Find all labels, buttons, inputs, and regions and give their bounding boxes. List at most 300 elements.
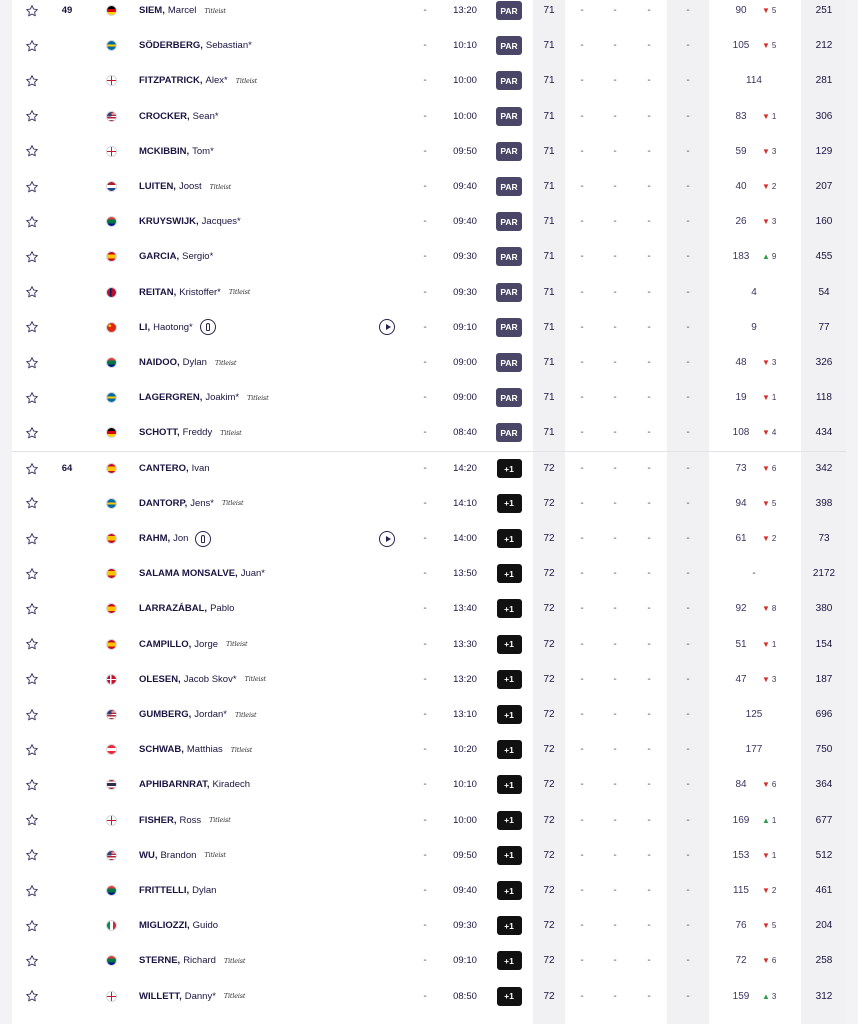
total-strokes: 71 (543, 145, 555, 157)
player-first-name: Kiradech (212, 779, 251, 791)
points: 2172 (812, 568, 836, 580)
table-row[interactable] (12, 239, 846, 274)
spain-flag (106, 568, 117, 579)
player-first-name: Guido (192, 920, 219, 932)
ranking: 84 (735, 779, 747, 791)
favorite-star-icon[interactable] (24, 310, 40, 345)
ranking: 48 (735, 357, 747, 369)
player-last-name: SALAMA MONSALVE, (139, 568, 238, 580)
round-3-score: - (647, 427, 651, 439)
total-strokes: 72 (543, 885, 555, 897)
total-strokes: 72 (543, 744, 555, 756)
table-row[interactable] (12, 28, 846, 63)
round-1-score: - (580, 110, 584, 122)
table-row[interactable] (12, 521, 846, 556)
round-3-score: - (647, 392, 651, 404)
round-2-score: - (613, 497, 617, 509)
round-4-score: - (686, 286, 690, 298)
score-badge: PAR (496, 388, 522, 407)
favorite-star-icon[interactable] (24, 99, 40, 134)
favorite-star-icon[interactable] (24, 486, 40, 521)
arrow-down-icon: ▼ (762, 393, 770, 403)
thru-value: - (423, 181, 427, 193)
round-1-score: - (580, 990, 584, 1002)
player-first-name: Jorge (194, 638, 219, 650)
favorite-star-icon[interactable] (24, 697, 40, 732)
player-name-link[interactable] (139, 521, 369, 556)
total-strokes: 72 (543, 814, 555, 826)
round-1-score: - (580, 533, 584, 545)
northern-ireland-flag (106, 146, 117, 157)
player-name-link[interactable] (139, 204, 369, 239)
table-row[interactable] (12, 0, 846, 28)
tee-time: 09:30 (453, 920, 477, 932)
player-name-link[interactable] (139, 169, 369, 204)
sponsor-logo: Titleist (228, 288, 251, 297)
points: 512 (815, 849, 833, 861)
tee-time: 09:50 (453, 145, 477, 157)
round-2-score: - (613, 321, 617, 333)
table-row[interactable] (12, 63, 846, 98)
player-name-link[interactable] (139, 732, 369, 767)
table-row[interactable] (12, 732, 846, 767)
score-badge: PAR (496, 247, 522, 266)
player-name-link[interactable] (139, 0, 369, 28)
favorite-star-icon[interactable] (24, 979, 40, 1014)
table-row[interactable] (12, 169, 846, 204)
round-1-score: - (580, 463, 584, 475)
player-name-link[interactable] (139, 556, 369, 591)
round-4-score: - (686, 427, 690, 439)
round-3-score: - (647, 216, 651, 228)
points: 154 (815, 638, 833, 650)
spain-flag (106, 639, 117, 650)
movement-value: 5 (771, 921, 777, 931)
score-badge: PAR (496, 107, 522, 126)
table-row[interactable] (12, 697, 846, 732)
round-2-score: - (613, 744, 617, 756)
ranking: 19 (735, 392, 747, 404)
points: 73 (818, 533, 830, 545)
movement-value: 3 (771, 146, 777, 156)
player-name-link[interactable] (139, 345, 369, 380)
usa-flag (106, 709, 117, 720)
player-name-link[interactable] (139, 697, 369, 732)
player-name-link[interactable] (139, 486, 369, 521)
round-2-score: - (613, 849, 617, 861)
round-4-score: - (686, 145, 690, 157)
favorite-star-icon[interactable] (24, 556, 40, 591)
player-name-link[interactable] (139, 838, 369, 873)
favorite-star-icon[interactable] (24, 63, 40, 98)
arrow-down-icon: ▼ (762, 921, 770, 931)
favorite-star-icon[interactable] (24, 0, 40, 28)
player-first-name: Matthias (186, 744, 223, 756)
round-4-score: - (686, 216, 690, 228)
table-row[interactable] (12, 275, 846, 310)
round-3-score: - (647, 5, 651, 17)
rank-movement (762, 486, 788, 521)
arrow-down-icon: ▼ (762, 780, 770, 790)
total-strokes: 72 (543, 955, 555, 967)
player-last-name: FITZPATRICK, (139, 75, 203, 87)
position (52, 345, 82, 380)
favorite-star-icon[interactable] (24, 521, 40, 556)
favorite-star-icon[interactable] (24, 169, 40, 204)
round-3-score: - (647, 75, 651, 87)
round-4-score: - (686, 638, 690, 650)
total-strokes: 72 (543, 990, 555, 1002)
player-name-link[interactable] (139, 662, 369, 697)
player-name-link[interactable] (139, 873, 369, 908)
player-name-link[interactable] (139, 943, 369, 978)
round-3-score: - (647, 181, 651, 193)
movement-value: 3 (771, 674, 777, 684)
netherlands-flag (106, 181, 117, 192)
south-africa-flag (106, 357, 117, 368)
table-row[interactable] (12, 943, 846, 978)
movement-value: 3 (771, 358, 777, 368)
tee-time: 14:00 (453, 533, 477, 545)
favorite-star-icon[interactable] (24, 380, 40, 415)
player-name-link[interactable] (139, 275, 369, 310)
tee-time: 10:00 (453, 75, 477, 87)
round-2-score: - (613, 814, 617, 826)
sweden-flag (106, 498, 117, 509)
thru-value: - (423, 145, 427, 157)
arrow-down-icon: ▼ (762, 850, 770, 860)
thru-value: - (423, 920, 427, 932)
round-1-score: - (580, 849, 584, 861)
round-4-score: - (686, 321, 690, 333)
position (52, 662, 82, 697)
round-4-score: - (686, 673, 690, 685)
tee-time: 09:30 (453, 286, 477, 298)
player-last-name: APHIBARNRAT, (139, 779, 210, 791)
tee-time: 13:20 (453, 5, 477, 17)
china-flag (106, 322, 117, 333)
position (52, 873, 82, 908)
arrow-down-icon: ▼ (762, 464, 770, 474)
spain-flag (106, 603, 117, 614)
round-4-score: - (686, 75, 690, 87)
player-name-link[interactable] (139, 908, 369, 943)
favorite-star-icon[interactable] (24, 345, 40, 380)
total-strokes: 72 (543, 497, 555, 509)
thru-value: - (423, 357, 427, 369)
points: 696 (815, 709, 833, 721)
favorite-star-icon[interactable] (24, 767, 40, 802)
round-4-score: - (686, 110, 690, 122)
rank-movement (762, 0, 788, 28)
score-badge: +1 (497, 599, 522, 618)
favorite-star-icon[interactable] (24, 204, 40, 239)
rank-movement (762, 380, 788, 415)
total-strokes: 71 (543, 75, 555, 87)
usa-flag (106, 850, 117, 861)
tee-time: 10:20 (453, 744, 477, 756)
favorite-star-icon[interactable] (24, 452, 40, 486)
tee-time: 14:10 (453, 497, 477, 509)
table-row[interactable] (12, 838, 846, 873)
table-row[interactable] (12, 803, 846, 838)
round-4-score: - (686, 40, 690, 52)
round-4-score: - (686, 990, 690, 1002)
position (52, 134, 82, 169)
thru-value: - (423, 286, 427, 298)
table-row[interactable] (12, 908, 846, 943)
score-badge: PAR (496, 353, 522, 372)
player-first-name: Tom* (192, 145, 214, 157)
favorite-star-icon[interactable] (24, 943, 40, 978)
player-first-name: Dylan (182, 357, 207, 369)
thru-value: - (423, 110, 427, 122)
player-name-link[interactable] (139, 134, 369, 169)
rank-movement (762, 591, 788, 626)
total-strokes: 72 (543, 709, 555, 721)
player-first-name: Joost (178, 181, 202, 193)
player-name-link[interactable] (139, 979, 369, 1014)
sponsor-logo: Titleist (220, 428, 242, 437)
movement-value: 8 (771, 604, 777, 614)
table-row[interactable] (12, 486, 846, 521)
rank-movement (762, 627, 788, 662)
table-row[interactable] (12, 134, 846, 169)
england-flag (106, 75, 117, 86)
favorite-star-icon[interactable] (24, 591, 40, 626)
table-row[interactable] (12, 204, 846, 239)
ranking: 73 (735, 463, 747, 475)
player-first-name: Danny* (184, 990, 216, 1002)
table-row[interactable] (12, 380, 846, 415)
favorite-star-icon[interactable] (24, 275, 40, 310)
thru-value: - (423, 75, 427, 87)
player-last-name: GARCIA, (139, 251, 180, 263)
tee-time: 10:00 (453, 814, 477, 826)
round-1-score: - (580, 885, 584, 897)
favorite-star-icon[interactable] (24, 415, 40, 450)
movement-value: 3 (771, 217, 777, 227)
round-1-score: - (580, 145, 584, 157)
player-name-link[interactable] (139, 28, 369, 63)
player-last-name: LUITEN, (139, 181, 176, 193)
score-badge: PAR (496, 1, 522, 20)
player-last-name: SÖDERBERG, (139, 40, 203, 52)
table-row[interactable] (12, 873, 846, 908)
movement-value: 5 (771, 498, 777, 508)
player-name-link[interactable] (139, 415, 369, 450)
favorite-star-icon[interactable] (24, 662, 40, 697)
position (52, 169, 82, 204)
ranking: 76 (735, 920, 747, 932)
round-2-score: - (613, 533, 617, 545)
favorite-star-icon[interactable] (24, 732, 40, 767)
position (52, 415, 82, 450)
player-last-name: MIGLIOZZI, (139, 920, 190, 932)
round-3-score: - (647, 145, 651, 157)
arrow-down-icon: ▼ (762, 41, 770, 51)
round-4-score: - (686, 955, 690, 967)
ranking: 90 (735, 5, 747, 17)
arrow-down-icon: ▼ (762, 498, 770, 508)
ranking: 115 (733, 885, 749, 897)
round-2-score: - (613, 216, 617, 228)
player-name-link[interactable] (139, 310, 369, 345)
table-row[interactable] (12, 627, 846, 662)
position (52, 521, 82, 556)
movement-value: 1 (771, 850, 777, 860)
usa-flag (106, 111, 117, 122)
player-first-name: Pablo (210, 603, 235, 615)
player-name-link[interactable] (139, 803, 369, 838)
thru-value: - (423, 497, 427, 509)
round-3-score: - (647, 673, 651, 685)
table-row[interactable] (12, 99, 846, 134)
rank-movement (762, 415, 788, 450)
table-row[interactable] (12, 415, 846, 450)
ranking: 183 (732, 251, 750, 263)
favorite-star-icon[interactable] (24, 239, 40, 274)
round-4-score: - (686, 533, 690, 545)
ranking: 72 (735, 955, 747, 967)
player-last-name: MCKIBBIN, (139, 145, 190, 157)
player-name-link[interactable] (139, 767, 369, 802)
rank-movement (762, 767, 788, 802)
movement-value: 6 (771, 956, 777, 966)
points: 461 (815, 885, 833, 897)
player-name-link[interactable] (139, 99, 369, 134)
thru-value: - (423, 216, 427, 228)
score-badge: PAR (496, 423, 522, 442)
player-name-link[interactable] (139, 452, 369, 486)
germany-flag (106, 427, 117, 438)
arrow-down-icon: ▼ (762, 674, 770, 684)
favorite-star-icon[interactable] (24, 908, 40, 943)
points: 212 (815, 40, 833, 52)
movement-value: 4 (771, 428, 777, 438)
round-3-score: - (647, 709, 651, 721)
table-row[interactable] (12, 979, 846, 1014)
round-4-score: - (686, 463, 690, 475)
tee-time: 08:40 (453, 427, 477, 439)
position (52, 63, 82, 98)
round-1-score: - (580, 40, 584, 52)
tee-time: 09:10 (453, 955, 477, 967)
left-gutter (0, 0, 12, 1024)
player-first-name: Jon (173, 533, 189, 545)
player-first-name: Sean* (192, 110, 219, 122)
round-1-score: - (580, 75, 584, 87)
arrow-down-icon: ▼ (762, 886, 770, 896)
thru-value: - (423, 744, 427, 756)
score-badge: +1 (497, 951, 522, 970)
rank-movement (762, 873, 788, 908)
player-last-name: RAHM, (139, 533, 171, 545)
table-row[interactable] (12, 662, 846, 697)
right-gutter (846, 0, 858, 1024)
sweden-flag (106, 392, 117, 403)
points: 251 (815, 5, 833, 17)
tee-time: 09:50 (453, 849, 477, 861)
round-2-score: - (613, 568, 617, 580)
table-row[interactable] (12, 310, 846, 345)
favorite-star-icon[interactable] (24, 873, 40, 908)
points: 455 (815, 251, 833, 263)
ranking: 159 (732, 990, 750, 1002)
player-name-link[interactable] (139, 63, 369, 98)
player-name-link[interactable] (139, 380, 369, 415)
player-name-link[interactable] (139, 591, 369, 626)
position (52, 239, 82, 274)
table-row[interactable] (12, 767, 846, 802)
player-last-name: NAIDOO, (139, 357, 180, 369)
favorite-star-icon[interactable] (24, 803, 40, 838)
favorite-star-icon[interactable] (24, 627, 40, 662)
player-last-name: CROCKER, (139, 110, 190, 122)
favorite-star-icon[interactable] (24, 134, 40, 169)
round-4-score: - (686, 920, 690, 932)
player-name-link[interactable] (139, 239, 369, 274)
points: 306 (815, 110, 833, 122)
rank-movement (762, 204, 788, 239)
thru-value: - (423, 955, 427, 967)
tee-time: 13:20 (453, 673, 477, 685)
score-badge: +1 (497, 916, 522, 935)
tee-time: 09:00 (453, 392, 477, 404)
tee-time: 10:00 (453, 110, 477, 122)
thailand-flag (106, 779, 117, 790)
position (52, 380, 82, 415)
score-badge: +1 (497, 705, 522, 724)
thru-value: - (423, 814, 427, 826)
movement-value: 2 (771, 182, 777, 192)
tee-time: 08:50 (453, 990, 477, 1002)
austria-flag (106, 744, 117, 755)
score-badge: +1 (497, 635, 522, 654)
round-1-score: - (580, 251, 584, 263)
round-1-score: - (580, 920, 584, 932)
table-row[interactable] (12, 345, 846, 380)
ranking: 9 (751, 321, 757, 333)
sponsor-logo: Titleist (209, 182, 232, 191)
table-row[interactable] (12, 591, 846, 626)
video-play-icon[interactable] (377, 310, 397, 345)
video-play-icon[interactable] (377, 521, 397, 556)
round-2-score: - (613, 427, 617, 439)
player-first-name: Joakim* (205, 392, 240, 404)
total-strokes: 71 (543, 251, 555, 263)
player-name-link[interactable] (139, 627, 369, 662)
ranking: 61 (735, 533, 747, 545)
position (52, 486, 82, 521)
total-strokes: 71 (543, 427, 555, 439)
round-3-score: - (647, 885, 651, 897)
round-2-score: - (613, 5, 617, 17)
table-row[interactable] (12, 451, 846, 486)
round-1-score: - (580, 638, 584, 650)
round-1-score: - (580, 779, 584, 791)
table-row[interactable] (12, 556, 846, 591)
position (52, 204, 82, 239)
score-badge: +1 (497, 881, 522, 900)
position (52, 28, 82, 63)
favorite-star-icon[interactable] (24, 838, 40, 873)
player-first-name: Juan* (240, 568, 266, 580)
favorite-star-icon[interactable] (24, 28, 40, 63)
arrow-up-icon: ▲ (762, 991, 770, 1001)
spain-flag (106, 533, 117, 544)
position (52, 732, 82, 767)
